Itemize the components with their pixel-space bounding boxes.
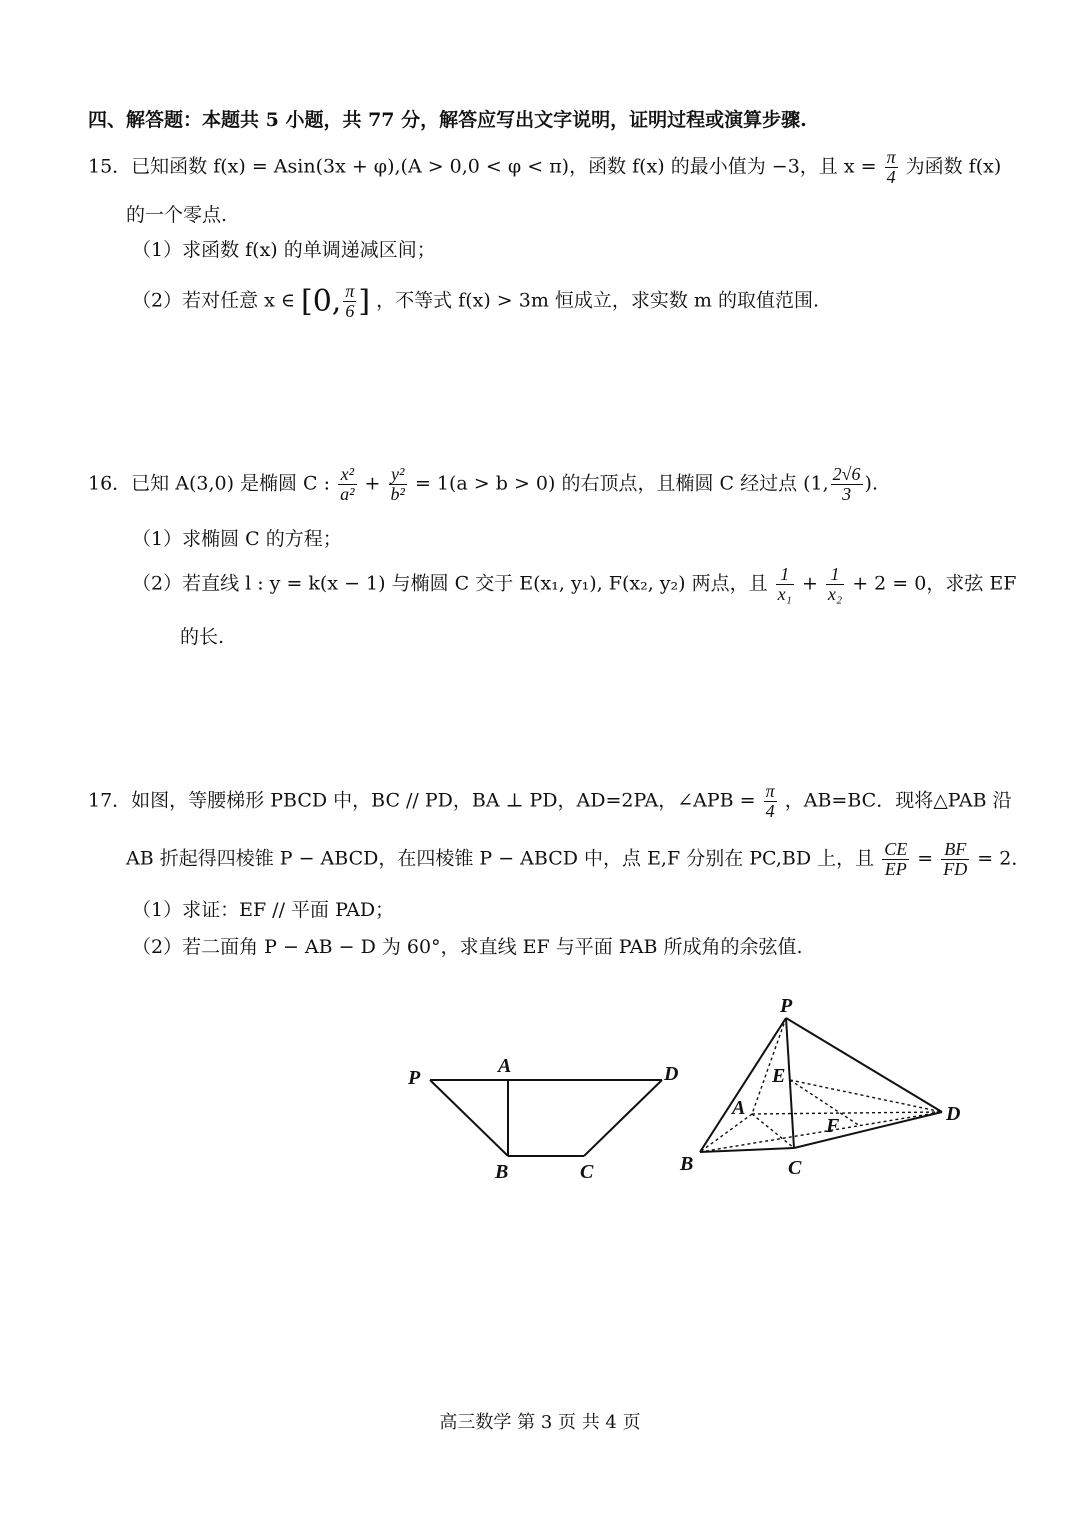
q16-y-num: y² (389, 465, 407, 485)
q17-text-d: = 2． (977, 847, 1031, 870)
fig2-label-d: D (946, 1103, 961, 1125)
q16-text-a: 16．已知 A(3,0) 是椭圆 C : (88, 472, 331, 495)
q16-x-num: x² (338, 465, 356, 485)
page-footer: 高三数学 第 3 页 共 4 页 (439, 1412, 641, 1433)
q17-ratio2-den: FD (943, 858, 968, 879)
q16-statement-line1 (88, 465, 878, 504)
q17-text-c: AB 折起得四棱锥 P − ABCD，在四棱锥 P − ABCD 中，点 E,F 分别在 PC,BD 上，且 (126, 847, 875, 870)
q16-part1: （1）求椭圆 C 的方程； (132, 528, 342, 550)
q17-text-b: ，AB=BC．现将△PAB 沿 (784, 789, 1012, 812)
q17-part2: （2）若二面角 P − AB − D 为 60°，求直线 EF 与平面 PAB 所成角的余弦值. (132, 936, 803, 958)
q16-y-fraction (389, 465, 407, 504)
q15-statement-line1 (88, 148, 1001, 187)
q16-part2-text-a: （2）若直线 l : y = k(x − 1) 与椭圆 C 交于 E(x₁, y₁), F(x₂, y₂) 两点，且 (132, 572, 768, 595)
q15-zero-fraction (885, 148, 898, 187)
q15-interval-right: ] (358, 284, 371, 319)
q17-angle-den: 4 (765, 800, 775, 821)
fig1-label-c: C (580, 1161, 594, 1183)
fig1-label-a: A (498, 1055, 512, 1077)
q17-statement-line1 (88, 782, 1012, 821)
q15-interval-fraction (343, 282, 356, 321)
fig2-label-b: B (680, 1153, 694, 1175)
q15-text-a: 15．已知函数 f(x) = Asin(3x + φ),(A > 0,0 < φ < π)，函数 f(x) 的最小值为 −3，且 x = (88, 155, 877, 178)
pyramid-segment-ed (790, 1080, 942, 1112)
q17-ratio1-den: EP (884, 858, 907, 879)
q17-angle-num: π (765, 781, 775, 801)
q16-point-num: 2√6 (832, 464, 861, 484)
fig1-label-d: D (664, 1063, 679, 1085)
q16-point-den: 3 (842, 483, 852, 504)
q16-recip-plus: + (801, 572, 818, 595)
q16-part2-line2: 的长. (180, 626, 225, 648)
trapezoid-figure (400, 1050, 700, 1190)
fig2-label-c: C (788, 1157, 802, 1179)
trapezoid-edge-cd (584, 1080, 662, 1156)
fig1-label-p: P (408, 1067, 421, 1089)
q16-x-fraction (338, 465, 356, 504)
q15-statement-line2: 的一个零点. (126, 204, 228, 226)
pyramid-edge-pd (786, 1018, 942, 1112)
q15-part1: （1）求函数 f(x) 的单调递减区间； (132, 239, 436, 261)
q15-interval-den: 6 (345, 301, 355, 321)
q17-ratio1-fraction (882, 840, 909, 879)
q16-recip2-fraction (826, 565, 844, 604)
q15-part2 (132, 282, 819, 321)
fig2-label-f: F (826, 1115, 840, 1137)
q16-recip1-num: 1 (776, 565, 794, 585)
fig2-label-a: A (732, 1097, 746, 1119)
q16-plus: + (364, 472, 381, 495)
q16-part2-text-b: + 2 = 0，求弦 EF (852, 572, 1017, 595)
fig1-label-b: B (495, 1161, 509, 1183)
q17-ratio2-fraction (941, 840, 969, 879)
q17-text-a: 17．如图，等腰梯形 PBCD 中，BC // PD，BA ⊥ PD，AD=2PA，∠APB = (88, 789, 756, 812)
q15-interval-num: π (345, 281, 355, 302)
q17-ratio1-num: CE (884, 839, 908, 859)
q16-point-fraction (831, 465, 863, 504)
q17-statement-line2 (126, 840, 1030, 879)
q15-part2-text-a: （2）若对任意 x ∈ (132, 289, 295, 312)
pyramid-figure (670, 990, 980, 1190)
q16-recip2-den: x₂ (827, 583, 843, 604)
q15-zero-den: 4 (886, 166, 896, 187)
pyramid-edge-pc (786, 1018, 794, 1148)
q16-text-b: = 1(a > b > 0) 的右顶点，且椭圆 C 经过点 (1, (414, 472, 829, 495)
pyramid-diagonal-ac (752, 1114, 794, 1148)
q17-part1: （1）求证：EF // 平面 PAD； (132, 899, 395, 921)
q15-interval-left: [0, (301, 284, 342, 319)
q15-part2-text-b: ，不等式 f(x) > 3m 恒成立，求实数 m 的取值范围. (376, 289, 820, 312)
trapezoid-edge-pb (430, 1080, 508, 1156)
q16-text-c: ). (864, 472, 878, 495)
q16-part2 (132, 565, 1016, 604)
q17-ratio2-num: BF (941, 840, 969, 860)
q15-zero-num: π (886, 147, 896, 167)
q17-equals: = (917, 847, 934, 870)
q16-recip2-num: 1 (826, 565, 844, 585)
pyramid-edge-cd (794, 1112, 942, 1148)
fig2-label-p: P (780, 995, 793, 1017)
q17-angle-fraction (764, 782, 777, 821)
pyramid-segment-ef (790, 1080, 860, 1126)
q16-recip1-fraction (776, 565, 794, 604)
fig2-label-e: E (772, 1065, 786, 1087)
q16-recip1-den: x₁ (777, 583, 792, 604)
q15-text-b: 为函数 f(x) (905, 155, 1002, 178)
section-heading: 四、解答题：本题共 5 小题，共 77 分，解答应写出文字说明，证明过程或演算步骤. (88, 109, 807, 131)
pyramid-edge-ad (752, 1112, 942, 1114)
pyramid-edge-ab (700, 1114, 752, 1152)
q16-x-den: a² (340, 483, 355, 504)
q16-y-den: b² (390, 483, 405, 504)
